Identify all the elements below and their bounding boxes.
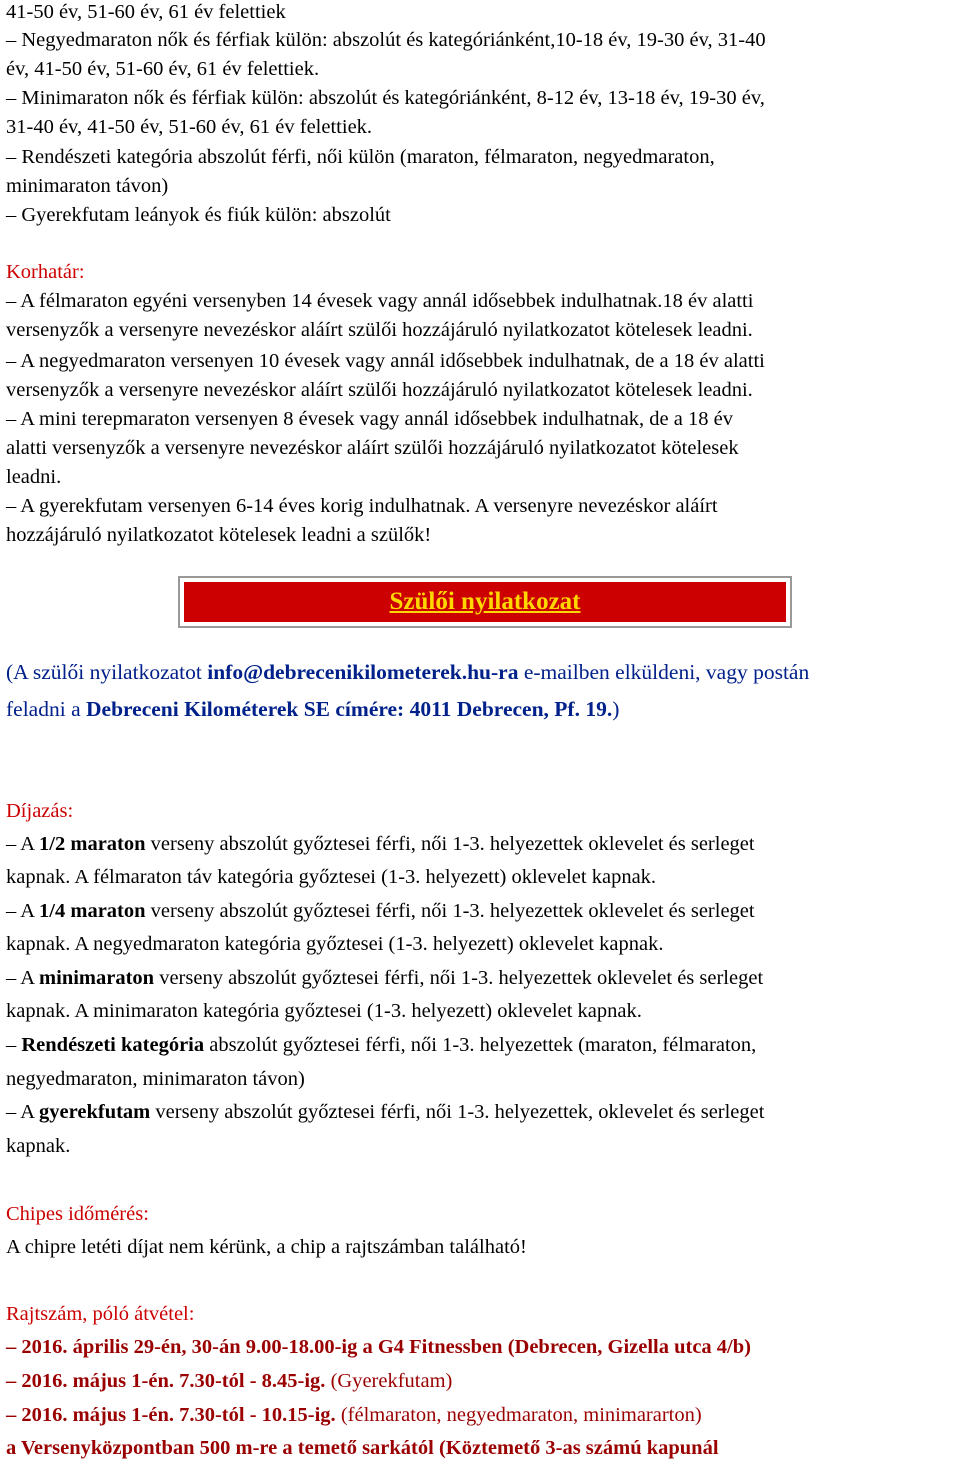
prize-line: kapnak. A félmaraton táv kategória győztesei (1-3. helyezett) oklevelet kapnak. xyxy=(6,866,657,888)
banner-fill xyxy=(184,582,786,622)
category-line: – Minimaraton nők és férfiak külön: abszolút és kategóriánként, 8-12 év, 13-18 év, 19-30 év, xyxy=(6,87,765,109)
section-heading-chip-timing: Chipes időmérés: xyxy=(6,1203,149,1225)
age-limit-line: – A gyerekfutam versenyen 6-14 éves korig indulhatnak. A versenyre nevezéskor aláírt xyxy=(6,495,718,517)
category-line: – Negyedmaraton nők és férfiak külön: abszolút és kategóriánként,10-18 év, 19-30 év, 31-40 xyxy=(6,29,766,51)
section-heading-prizes: Díjazás: xyxy=(6,800,74,822)
category-line: minimaraton távon) xyxy=(6,175,169,197)
age-limit-line: leadni. xyxy=(6,466,62,488)
email-address[interactable]: info@debrecenikilometerek.hu-ra xyxy=(207,660,519,684)
bib-pickup-line: – 2016. május 1-én. 7.30-tól - 10.15-ig. (félmaraton, negyedmaraton, minimararton) xyxy=(6,1404,702,1426)
send-info-text: feladni a xyxy=(6,697,86,721)
send-info-text: (A szülői nyilatkozatot xyxy=(6,660,208,684)
prize-line: – A 1/2 maraton verseny abszolút győztesei férfi, női 1-3. helyezettek oklevelet és serleget xyxy=(6,833,755,855)
category-line: – Rendészeti kategória abszolút férfi, női külön (maraton, félmaraton, negyedmaraton, xyxy=(6,146,715,168)
bib-pickup-line: – 2016. május 1-én. 7.30-tól - 8.45-ig. (Gyerekfutam) xyxy=(6,1370,453,1392)
category-line: év, 41-50 év, 51-60 év, 61 év felettiek. xyxy=(6,58,320,80)
age-limit-line: versenyzők a versenyre nevezéskor aláírt szülői hozzájáruló nyilatkozatot kötelesek leadni. xyxy=(6,379,753,401)
section-heading-age-limit: Korhatár: xyxy=(6,261,85,283)
age-limit-line: hozzájáruló nyilatkozatot kötelesek leadni a szülők! xyxy=(6,524,432,546)
category-line: 31-40 év, 41-50 év, 51-60 év, 61 év felettiek. xyxy=(6,116,373,138)
prize-line: – A 1/4 maraton verseny abszolút győztesei férfi, női 1-3. helyezettek oklevelet és serleget xyxy=(6,900,755,922)
bib-pickup-line: – 2016. április 29-én, 30-án 9.00-18.00-ig a G4 Fitnessben (Debrecen, Gizella utca 4/b) xyxy=(6,1336,751,1358)
prize-line: kapnak. xyxy=(6,1135,71,1157)
parental-declaration-link[interactable]: Szülői nyilatkozat xyxy=(389,588,581,615)
age-limit-line: – A negyedmaraton versenyen 10 évesek vagy annál idősebbek indulhatnak, de a 18 év alatti xyxy=(6,350,765,372)
category-line: – Gyerekfutam leányok és fiúk külön: abszolút xyxy=(6,204,391,226)
chip-timing-text: A chipre letéti díjat nem kérünk, a chip a rajtszámban található! xyxy=(6,1236,527,1258)
bib-pickup-line: a Versenyközpontban 500 m-re a temető sarkától (Köztemető 3-as számú kapunál xyxy=(6,1437,719,1459)
category-line: 41-50 év, 51-60 év, 61 év felettiek xyxy=(6,1,286,23)
prize-line: negyedmaraton, minimaraton távon) xyxy=(6,1068,305,1090)
section-heading-bib-pickup: Rajtszám, póló átvétel: xyxy=(6,1303,195,1325)
prize-line: – A minimaraton verseny abszolút győztesei férfi, női 1-3. helyezettek oklevelet és serleget xyxy=(6,967,764,989)
prize-line: – A gyerekfutam verseny abszolút győztesei férfi, női 1-3. helyezettek, oklevelet és serleget xyxy=(6,1101,765,1123)
send-info-line-1 xyxy=(6,657,809,688)
send-info-text: ) xyxy=(612,697,620,721)
age-limit-line: – A félmaraton egyéni versenyben 14 évesek vagy annál idősebbek indulhatnak.18 év alatti xyxy=(6,290,754,312)
prize-line: kapnak. A negyedmaraton kategória győztesei (1-3. helyezett) oklevelet kapnak. xyxy=(6,933,664,955)
age-limit-line: versenyzők a versenyre nevezéskor aláírt szülői hozzájáruló nyilatkozatot kötelesek leadni. xyxy=(6,319,753,341)
prize-line: – Rendészeti kategória abszolút győztesei férfi, női 1-3. helyezettek (maraton, félmaraton, xyxy=(6,1034,757,1056)
parental-declaration-banner xyxy=(178,576,792,628)
send-info-text: e-mailben elküldeni, vagy postán xyxy=(518,660,810,684)
prize-line: kapnak. A minimaraton kategória győztesei (1-3. helyezett) oklevelet kapnak. xyxy=(6,1000,642,1022)
age-limit-line: – A mini terepmaraton versenyen 8 évesek vagy annál idősebbek indulhatnak, de a 18 év xyxy=(6,408,733,430)
postal-address: Debreceni Kilométerek SE címére: 4011 Debrecen, Pf. 19. xyxy=(86,697,613,721)
age-limit-line: alatti versenyzők a versenyre nevezéskor aláírt szülői hozzájáruló nyilatkozatot kötelesek xyxy=(6,437,739,459)
send-info-line-2 xyxy=(6,694,619,725)
